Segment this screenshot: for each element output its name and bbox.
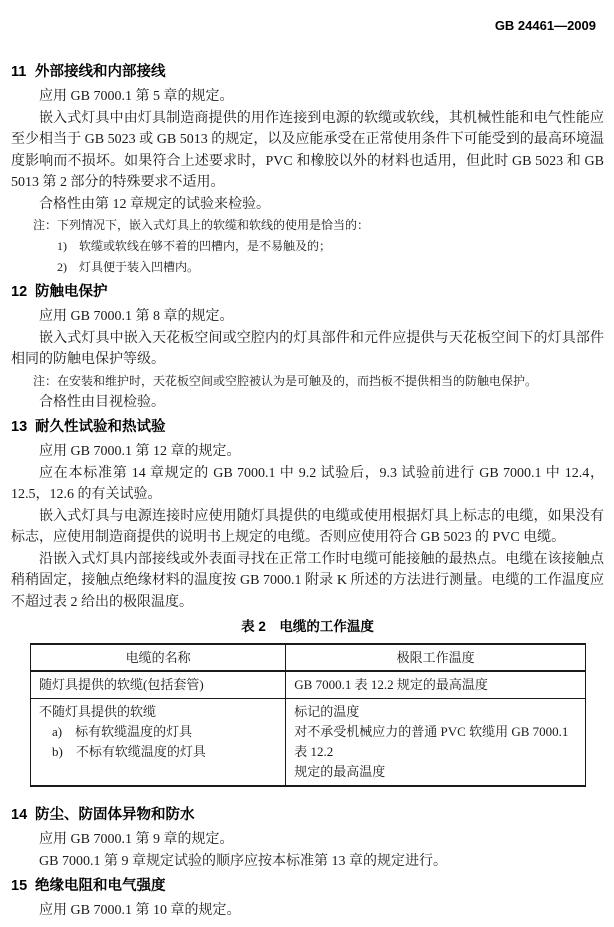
cell-line: 对不承受机械应力的普通 PVC 软缆用 GB 7000.1 表 12.2 [294,724,569,759]
section-heading [11,62,604,82]
section-title: 外部接线和内部接线 [35,64,166,80]
paragraph: 沿嵌入式灯具内部接线或外表面寻找在正常工作时电缆可能接触的最热点。电缆在该接触点稍稍固定，接触点绝缘材料的温度按 GB 7000.1 附录 K 所述的方法进行测量。电缆的工作温度应不超过表 2 给出的极限温度。 [11,551,604,610]
section-heading [11,876,604,896]
section-number: 13 [11,419,28,435]
cell-line: b) 不标有软缆温度的灯具 [52,744,206,759]
paragraph: 合格性由第 12 章规定的试验来检验。 [39,196,270,212]
section-14 [11,805,604,872]
table-header-cell: 极限工作温度 [286,644,586,671]
section-number: 12 [11,284,28,300]
section-heading [11,417,604,437]
note: 注：下列情况下，嵌入式灯具上的软缆和软线的使用是恰当的： [33,218,370,232]
table-caption: 表 2 电缆的工作温度 [241,619,374,634]
section-title: 防尘、防固体异物和防水 [35,807,195,823]
cell-line: 不随灯具提供的软缆 [39,704,157,719]
standard-number: GB 24461—2009 [494,18,596,33]
paragraph: 合格性由目视检验。 [39,394,165,410]
paragraph: 嵌入式灯具与电源连接时应使用随灯具提供的电缆或使用根据灯具上标志的电缆，如果没有标志，应使用制造商提供的说明书上规定的电缆。否则应使用符合 GB 5023 的 PVC 电缆。 [11,508,604,545]
paragraph: 嵌入式灯具中由灯具制造商提供的用作连接到电源的软缆或软线，其机械性能和电气性能应至少相当于 GB 5023 或 GB 5013 的规定，以及应能承受在正常使用条件下可能受到的最高环境温度影响而不损坏。如果符合上述要求时，PVC 和橡胶以外的材料也适用，但此时 GB 5023 和 GB 5013 第 2 部分的特殊要求不适用。 [11,110,604,190]
section-15 [11,876,604,922]
table-cell: GB 7000.1 表 12.2 规定的最高温度 [286,671,586,699]
section-12 [11,282,604,413]
paragraph: GB 7000.1 第 9 章规定试验的顺序应按本标准第 13 章的规定进行。 [39,853,447,869]
list-item: 2) 灯具便于装入凹槽内。 [57,260,199,274]
paragraph: 应用 GB 7000.1 第 8 章的规定。 [39,309,234,324]
section-heading [11,805,604,825]
paragraph: 嵌入式灯具中嵌入天花板空间或空腔内的灯具部件和元件应提供与天花板空间下的灯具部件相同的防触电保护等级。 [11,330,604,367]
paragraph: 应用 GB 7000.1 第 12 章的规定。 [39,444,241,459]
section-number: 15 [11,878,28,894]
table-cell [286,699,586,787]
table-row [31,671,586,699]
cell-line: 规定的最高温度 [294,764,386,779]
paragraph: 应用 GB 7000.1 第 9 章的规定。 [39,832,234,847]
section-number: 14 [11,807,28,823]
cell-line: a) 标有软缆温度的灯具 [52,724,193,739]
paragraph: 应在本标准第 14 章规定的 GB 7000.1 中 9.2 试验后，9.3 试验前进行 GB 7000.1 中 12.4，12.5，12.6 的有关试验。 [11,465,604,502]
cable-temperature-table [30,643,586,787]
table-header-cell: 电缆的名称 [31,644,286,671]
paragraph: 应用 GB 7000.1 第 5 章的规定。 [39,89,234,104]
cell-line: 标记的温度 [294,704,360,719]
section-heading [11,282,604,302]
section-11 [11,62,604,278]
section-number: 11 [11,64,27,80]
table-cell: 随灯具提供的软缆(包括套管) [31,671,286,699]
note: 注：在安装和维护时，天花板空间或空腔被认为是可触及的，而挡板不提供相当的防触电保护。 [33,373,538,388]
table-cell [31,699,286,787]
page-header [11,18,604,34]
paragraph: 应用 GB 7000.1 第 10 章的规定。 [39,903,241,918]
section-title: 绝缘电阻和电气强度 [35,878,166,894]
section-title: 防触电保护 [35,284,108,300]
section-13 [11,417,604,613]
section-title: 耐久性试验和热试验 [35,419,166,435]
list-item: 1) 软缆或软线在够不着的凹槽内，是不易触及的； [57,239,331,253]
table-row [31,699,586,787]
table-header-row [31,644,586,671]
